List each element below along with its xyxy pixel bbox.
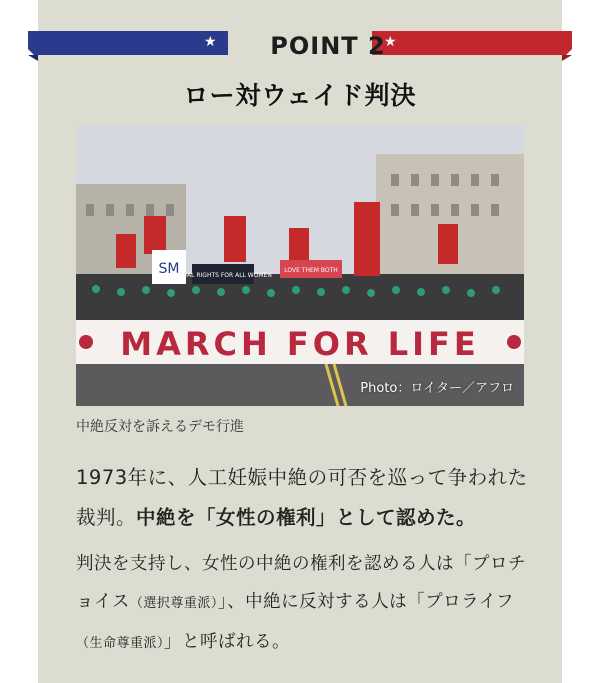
star-icon-left: ★: [204, 34, 217, 50]
paragraph-2-part4: （生命尊重派）: [76, 636, 165, 651]
paragraph-1: [76, 458, 536, 538]
march-photo: [76, 124, 524, 406]
sign-sm-text: SM: [158, 261, 180, 277]
paragraph-2-part1: 判決を支持し、女性の中絶の権利を認める人は「プロチョイス: [76, 554, 526, 612]
paragraph-2-part3: 」、中絶に反対する人は「プロライフ: [217, 592, 515, 612]
paragraph-2-part2: （選択尊重派）: [129, 596, 218, 611]
paragraph-2: [76, 545, 536, 663]
page-title: ロー対ウェイド判決: [183, 81, 417, 110]
paragraph-1-bold: 中絶を「女性の権利」として認めた。: [136, 506, 477, 529]
sign-love-text: LOVE THEM BOTH: [284, 267, 338, 274]
sign-equal-rights-text: EQUAL RIGHTS FOR ALL WOMEN: [174, 272, 272, 279]
paragraph-1-normal: 1973年に、人工妊娠中絶の可否を巡って争われた裁判。: [76, 466, 528, 529]
star-icon-right: ★: [384, 34, 397, 50]
paragraph-2-part5: 」と呼ばれる。: [164, 632, 291, 652]
photo-caption: 中絶反対を訴えるデモ行進: [76, 419, 244, 435]
point-banner: [28, 31, 572, 61]
photo-credit: Photo：ロイター／アフロ: [360, 381, 514, 396]
march-banner-text: MARCH FOR LIFE: [120, 325, 480, 363]
point-label: POINT 2: [270, 32, 386, 60]
